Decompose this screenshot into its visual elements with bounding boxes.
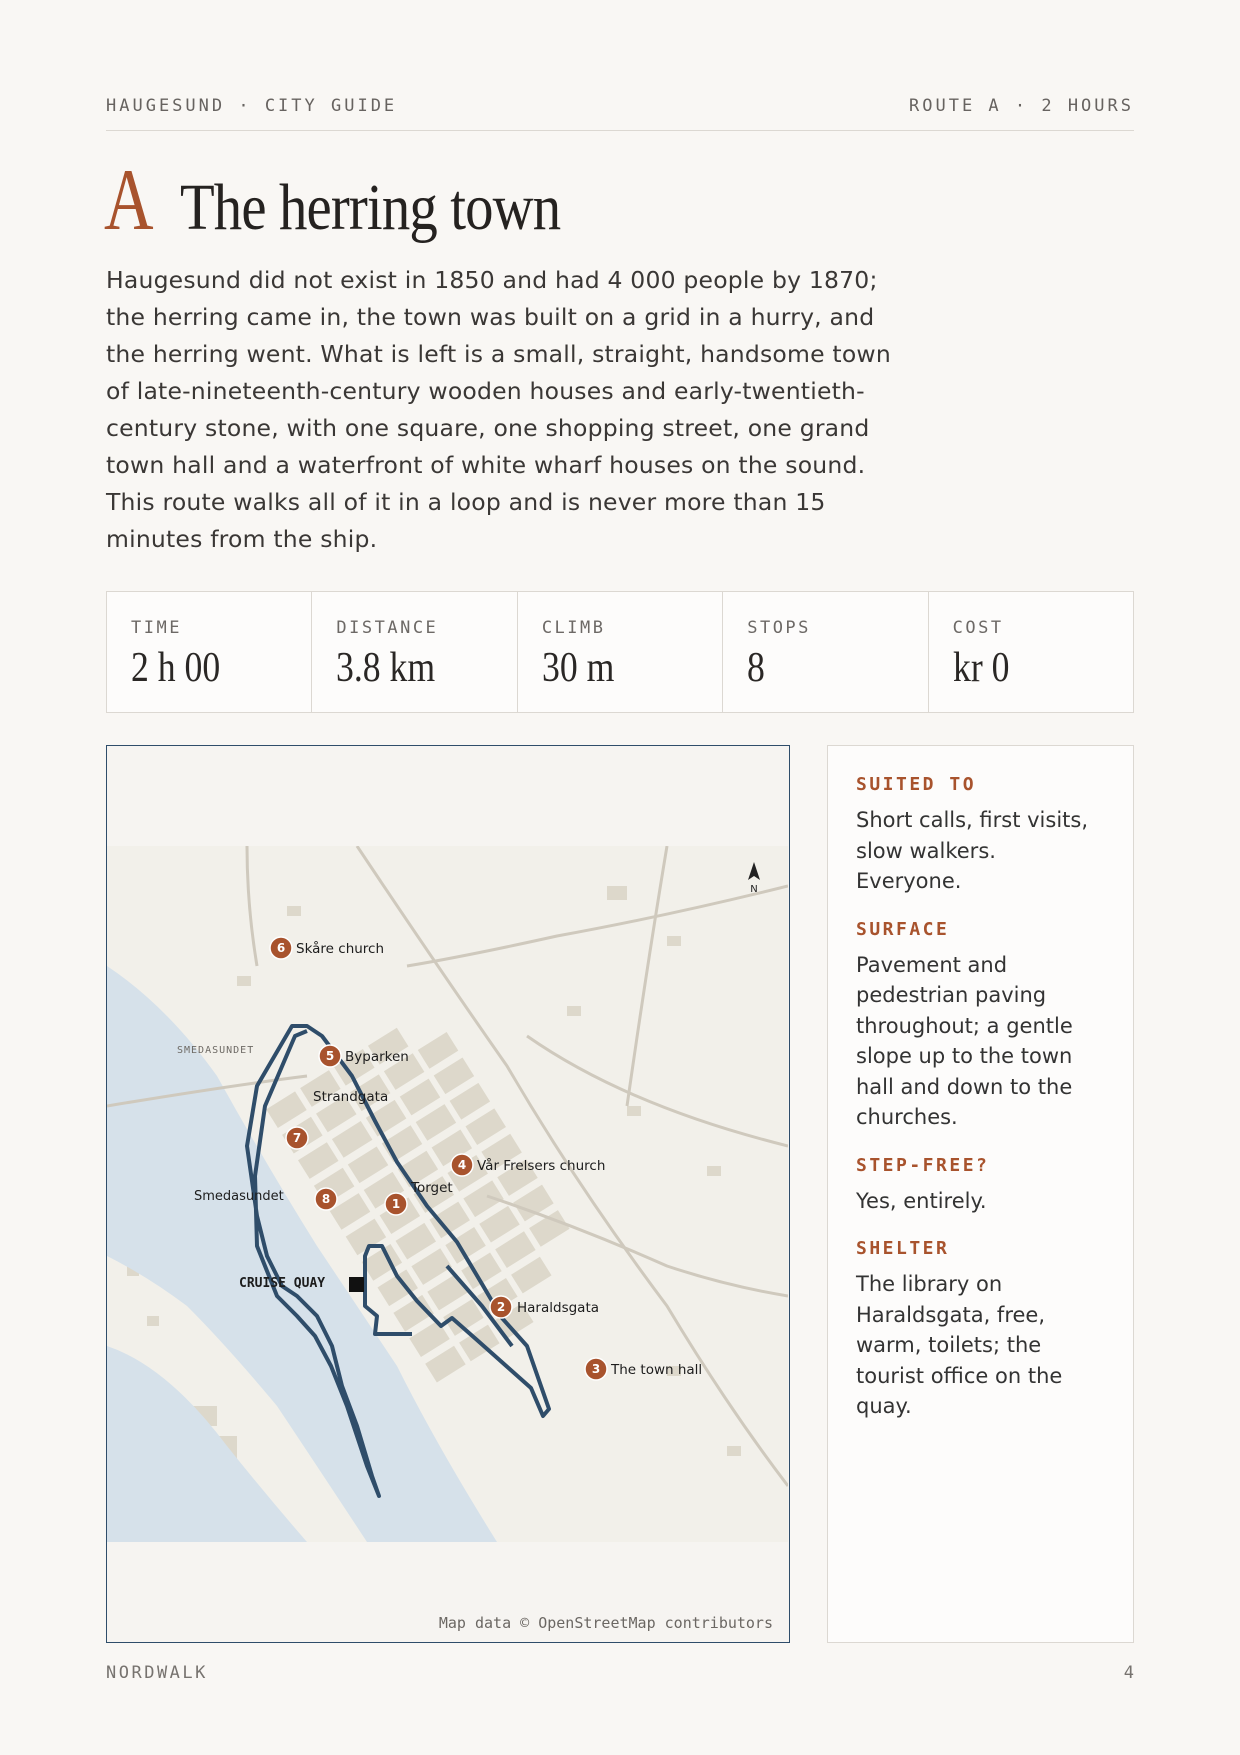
stop-number: 8 xyxy=(321,1192,331,1206)
stop-6[interactable] xyxy=(270,937,384,959)
suited-heading: SUITED TO xyxy=(856,774,977,795)
header-guide-label: HAUGESUND · CITY GUIDE xyxy=(106,96,398,116)
water-label-small: SMEDASUNDET xyxy=(177,1045,255,1056)
stat-value: 8 xyxy=(747,645,766,691)
stat-label: TIME xyxy=(131,618,182,638)
stat-value: 2 h 00 xyxy=(131,645,221,691)
page-number: 4 xyxy=(1123,1663,1134,1683)
route-letter: A xyxy=(104,152,154,249)
intro-paragraph: Haugesund did not exist in 1850 and had 4 000 people by 1870; the herring came in, the town was built on a grid in a hurry, and the herring went. What is left is a small, straight, handsome town of late-nineteenth-century wooden houses and early-twentieth-century stone, with one square, one shopping street, one grand town hall and a waterfront of white wharf houses on the sound. This route walks all of it in a loop and is never more than 15 minutes from the ship. xyxy=(106,266,891,553)
stop-7[interactable] xyxy=(286,1127,308,1149)
stat-value: 3.8 km xyxy=(336,645,436,691)
footer-brand: NORDWALK xyxy=(106,1663,208,1683)
stop-number: 4 xyxy=(457,1158,467,1172)
cruise-quay-label: CRUISE QUAY xyxy=(239,1276,326,1291)
stat-stops xyxy=(723,592,928,712)
street-label: Strandgata xyxy=(313,1089,389,1105)
stop-2[interactable] xyxy=(490,1296,599,1318)
stop-label: Haraldsgata xyxy=(517,1300,600,1316)
stat-label: DISTANCE xyxy=(336,618,439,638)
stats-bar xyxy=(106,591,1134,713)
surface-heading: SURFACE xyxy=(856,918,950,940)
stop-number: 1 xyxy=(391,1197,401,1211)
stat-label: STOPS xyxy=(747,618,811,638)
stop-number: 7 xyxy=(292,1131,302,1145)
stat-distance xyxy=(312,592,517,712)
map-canvas[interactable] xyxy=(107,846,788,1542)
shelter-text: The library on Haraldsgata, free, warm, toilets; the tourist office on the quay. xyxy=(856,1272,1063,1418)
surface-text: Pavement and pedestrian paving throughout; a gentle slope up to the town hall and down to the churches. xyxy=(856,952,1073,1129)
route-map[interactable] xyxy=(106,745,790,1643)
step-free-heading: STEP-FREE? xyxy=(856,1154,990,1176)
stat-climb xyxy=(518,592,723,712)
shelter-heading: SHELTER xyxy=(856,1238,950,1259)
stop-8[interactable] xyxy=(315,1188,337,1210)
map-credit: Map data © OpenStreetMap contributors xyxy=(438,1614,773,1632)
stop-label: Byparken xyxy=(345,1049,409,1065)
stat-value: kr 0 xyxy=(952,645,1010,691)
info-sidebar xyxy=(827,745,1134,1643)
stat-label: CLIMB xyxy=(541,618,606,638)
stop-label: Torget xyxy=(411,1180,453,1196)
cruise-quay-marker[interactable] xyxy=(349,1277,364,1292)
stat-time xyxy=(107,592,312,712)
stat-label: COST xyxy=(952,618,1004,638)
page-title xyxy=(104,150,622,249)
north-label: N xyxy=(750,884,758,895)
stop-5[interactable] xyxy=(319,1045,409,1067)
water-label: Smedasundet xyxy=(194,1189,284,1204)
suited-text: Short calls, first visits, slow walkers. Everyone. xyxy=(856,808,1089,893)
stop-number: 6 xyxy=(276,941,286,955)
step-free-text: Yes, entirely. xyxy=(856,1188,987,1213)
stat-cost xyxy=(929,592,1133,712)
stop-label: Skåre church xyxy=(296,941,385,957)
stop-number: 2 xyxy=(496,1300,506,1314)
header-route-label: ROUTE A · 2 HOURS xyxy=(909,96,1134,116)
page-footer xyxy=(106,1663,1134,1683)
stat-value: 30 m xyxy=(541,645,615,691)
stop-label: The town hall xyxy=(611,1362,703,1378)
stop-3[interactable] xyxy=(585,1358,702,1380)
stop-label: Vår Frelsers church xyxy=(477,1158,606,1174)
page-header xyxy=(106,96,1134,131)
stop-number: 3 xyxy=(591,1362,601,1376)
route-name: The herring town xyxy=(180,171,561,244)
stop-number: 5 xyxy=(325,1049,335,1063)
